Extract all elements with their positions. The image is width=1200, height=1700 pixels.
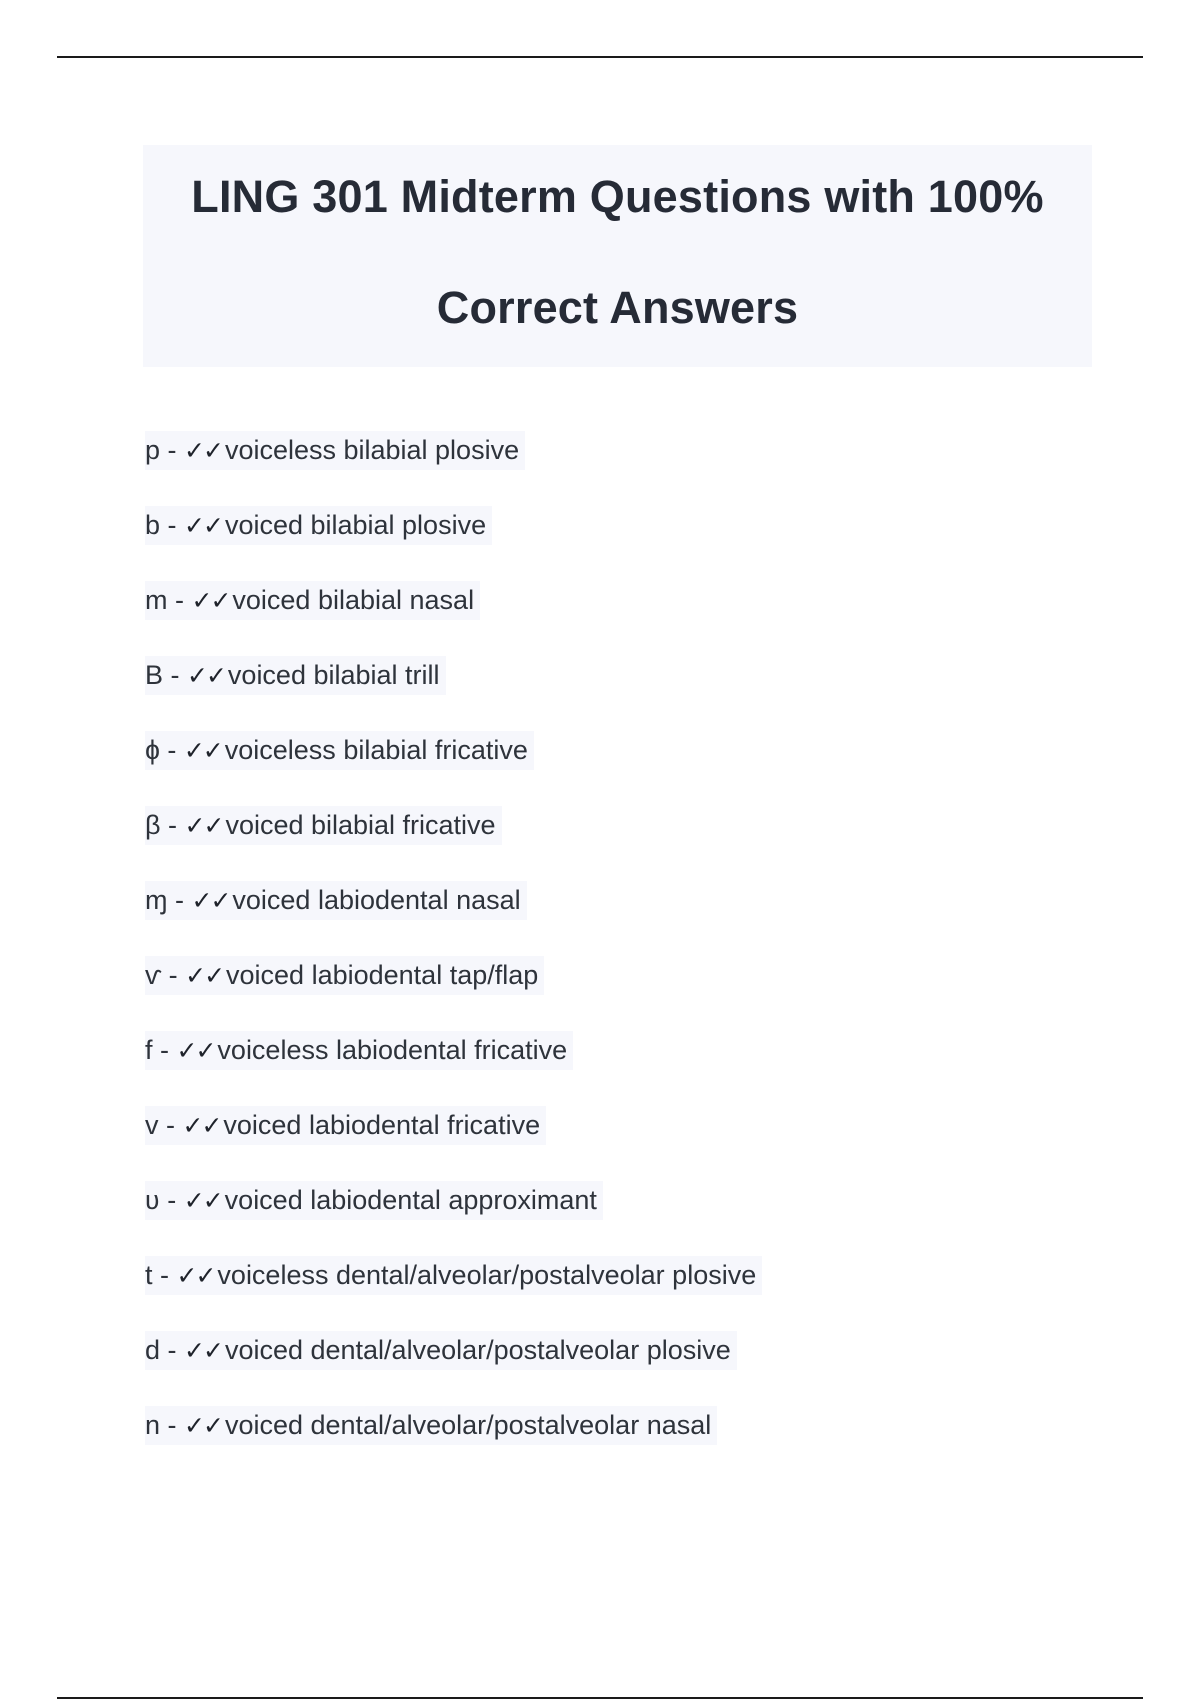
qa-item bbox=[145, 431, 1145, 506]
qa-line bbox=[145, 431, 525, 470]
qa-answer: voiced labiodental approximant bbox=[224, 1185, 597, 1215]
qa-term: b bbox=[145, 510, 161, 540]
double-check-icon: ✓✓ bbox=[184, 811, 223, 840]
qa-separator: - bbox=[158, 1110, 183, 1140]
qa-answer: voiced labiodental fricative bbox=[223, 1110, 541, 1140]
qa-separator: - bbox=[159, 735, 184, 765]
qa-item bbox=[145, 881, 1145, 956]
qa-term: B bbox=[145, 660, 164, 690]
double-check-icon: ✓✓ bbox=[184, 1336, 222, 1365]
qa-item bbox=[145, 581, 1145, 656]
qa-line bbox=[145, 1256, 762, 1295]
qa-separator: - bbox=[152, 1260, 177, 1290]
qa-item bbox=[145, 1256, 1145, 1331]
double-check-icon: ✓✓ bbox=[185, 961, 224, 990]
qa-term: p bbox=[145, 435, 161, 465]
double-check-icon: ✓✓ bbox=[191, 586, 230, 615]
qa-separator: - bbox=[163, 660, 188, 690]
qa-item bbox=[145, 731, 1145, 806]
title-block bbox=[143, 145, 1092, 367]
double-check-icon: ✓✓ bbox=[184, 1411, 222, 1440]
double-check-icon: ✓✓ bbox=[184, 436, 222, 465]
qa-line bbox=[145, 1106, 546, 1145]
double-check-icon: ✓✓ bbox=[191, 886, 230, 915]
qa-line bbox=[145, 881, 527, 920]
double-check-icon: ✓✓ bbox=[176, 1036, 215, 1065]
qa-item bbox=[145, 1106, 1145, 1181]
header-rule bbox=[57, 56, 1143, 58]
qa-item bbox=[145, 956, 1145, 1031]
qa-item bbox=[145, 1331, 1145, 1406]
double-check-icon: ✓✓ bbox=[183, 736, 222, 765]
page-title-line-2: Correct Answers bbox=[436, 282, 799, 333]
qa-answer: voiced bilabial trill bbox=[227, 660, 440, 690]
qa-term: t bbox=[145, 1260, 153, 1290]
qa-term: n bbox=[145, 1410, 161, 1440]
footer-rule bbox=[57, 1697, 1143, 1699]
qa-term: ɸ bbox=[145, 735, 160, 765]
qa-separator: - bbox=[160, 435, 185, 465]
qa-list bbox=[145, 431, 1145, 1481]
qa-answer: voiced labiodental nasal bbox=[232, 885, 521, 915]
double-check-icon: ✓✓ bbox=[183, 1186, 222, 1215]
qa-line bbox=[145, 731, 534, 770]
qa-term: m bbox=[145, 585, 168, 615]
qa-item bbox=[145, 506, 1145, 581]
qa-line bbox=[145, 1031, 573, 1070]
qa-separator: - bbox=[160, 1410, 185, 1440]
qa-answer: voiced dental/alveolar/postalveolar plosive bbox=[224, 1335, 731, 1365]
qa-term: β bbox=[145, 810, 161, 840]
qa-answer: voiceless bilabial plosive bbox=[224, 435, 520, 465]
qa-answer: voiceless bilabial fricative bbox=[224, 735, 528, 765]
qa-separator: - bbox=[167, 885, 192, 915]
qa-line bbox=[145, 1331, 737, 1370]
qa-separator: - bbox=[159, 1185, 184, 1215]
qa-separator: - bbox=[152, 1035, 177, 1065]
qa-separator: - bbox=[160, 810, 185, 840]
double-check-icon: ✓✓ bbox=[176, 1261, 215, 1290]
double-check-icon: ✓✓ bbox=[184, 511, 222, 540]
qa-line bbox=[145, 1406, 717, 1445]
qa-answer: voiced dental/alveolar/postalveolar nasal bbox=[224, 1410, 712, 1440]
qa-answer: voiceless labiodental fricative bbox=[217, 1035, 568, 1065]
qa-term: v bbox=[145, 1110, 159, 1140]
qa-answer: voiced labiodental tap/flap bbox=[226, 960, 539, 990]
qa-answer: voiceless dental/alveolar/postalveolar plosive bbox=[217, 1260, 757, 1290]
qa-term: f bbox=[145, 1035, 153, 1065]
qa-separator: - bbox=[161, 960, 186, 990]
qa-term: ⱱ bbox=[145, 960, 162, 990]
qa-line bbox=[145, 581, 480, 620]
qa-term: d bbox=[145, 1335, 161, 1365]
qa-separator: - bbox=[160, 510, 185, 540]
qa-line bbox=[145, 656, 446, 695]
double-check-icon: ✓✓ bbox=[182, 1111, 221, 1140]
qa-item bbox=[145, 1406, 1145, 1481]
qa-line bbox=[145, 506, 492, 545]
double-check-icon: ✓✓ bbox=[187, 661, 225, 690]
qa-separator: - bbox=[160, 1335, 185, 1365]
qa-line bbox=[145, 1181, 603, 1220]
qa-answer: voiced bilabial plosive bbox=[224, 510, 487, 540]
qa-item bbox=[145, 1181, 1145, 1256]
qa-line bbox=[145, 806, 502, 845]
qa-item bbox=[145, 1031, 1145, 1106]
page-title-line-1: LING 301 Midterm Questions with 100% bbox=[191, 171, 1044, 222]
qa-answer: voiced bilabial fricative bbox=[225, 810, 496, 840]
qa-item bbox=[145, 806, 1145, 881]
qa-term: ʋ bbox=[145, 1185, 160, 1215]
qa-term: ɱ bbox=[145, 885, 168, 915]
qa-item bbox=[145, 656, 1145, 731]
qa-line bbox=[145, 956, 544, 995]
qa-answer: voiced bilabial nasal bbox=[232, 585, 475, 615]
qa-separator: - bbox=[167, 585, 192, 615]
